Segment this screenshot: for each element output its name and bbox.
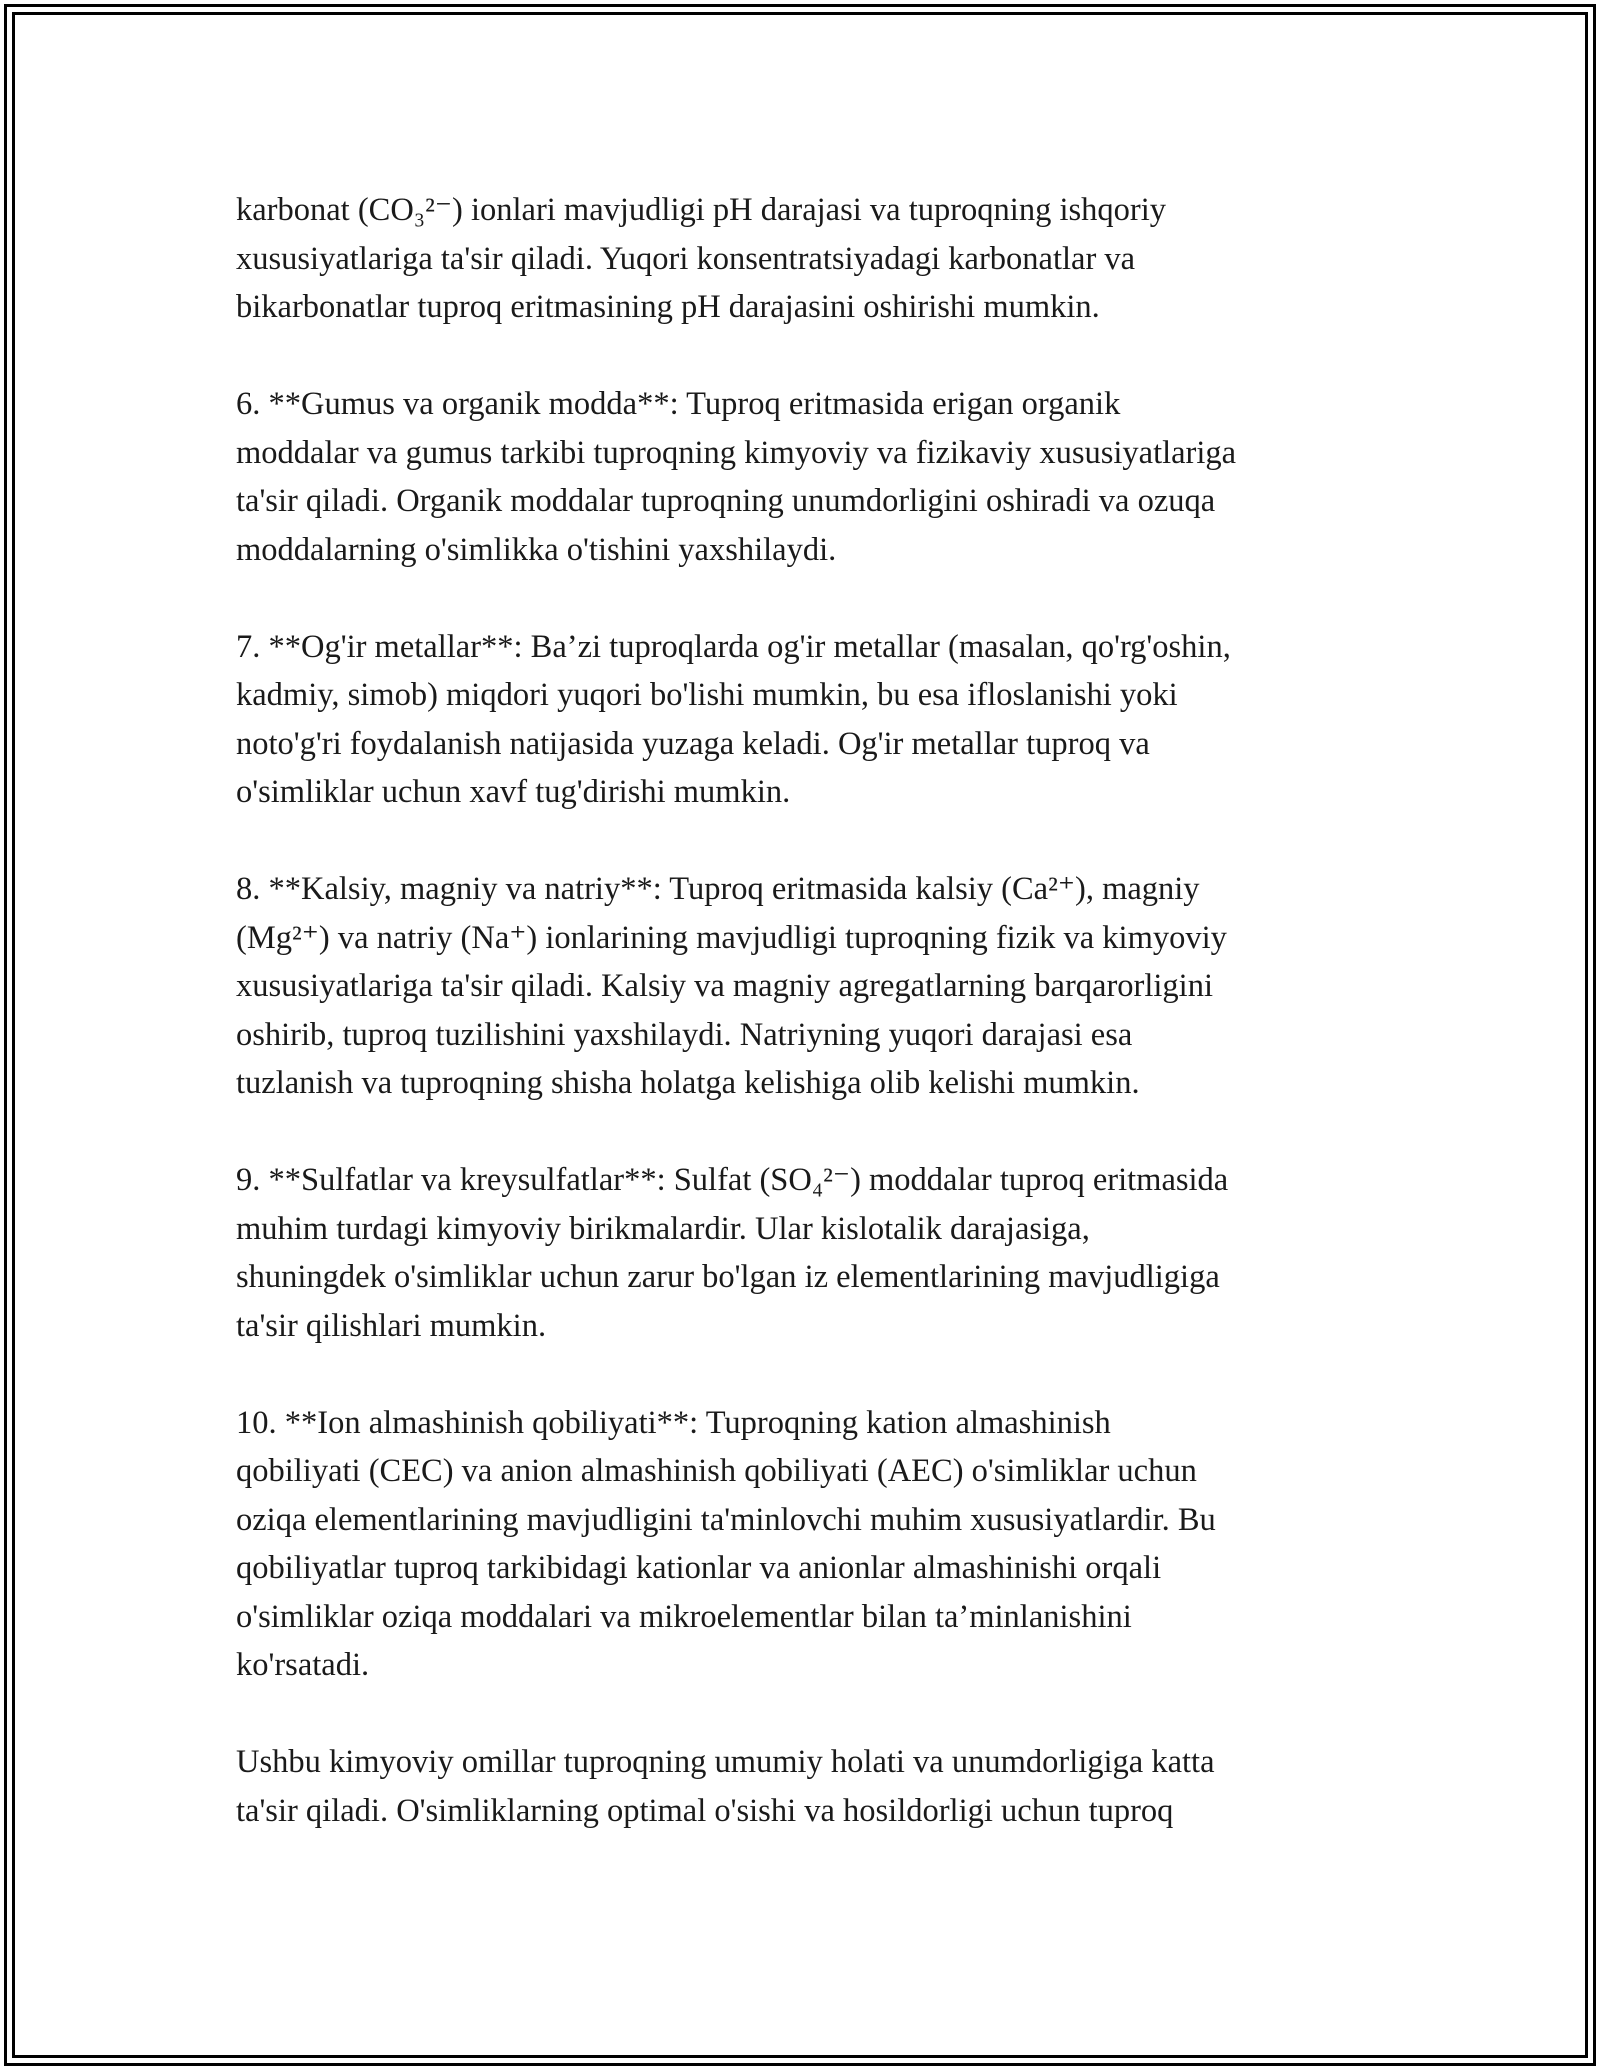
paragraph-heavy-metals: 7. **Og'ir metallar**: Ba’zi tuproqlarda og'ir metallar (masalan, qo'rg'oshin, kadmiy, simob) miqdori yuqori bo'lishi mumkin, bu esa ifloslanishi yoki noto'g'ri foydalanish natijasida yuzaga keladi. Og'ir metallar tuproq va o'simliklar uchun xavf tug'dirishi mumkin. — [236, 628, 1231, 810]
paragraph-conclusion: Ushbu kimyoviy omillar tuproqning umumiy holati va unumdorligiga katta ta'sir qiladi. O'simliklarning optimal o'sishi va hosildorligi uchun tuproq — [236, 1744, 1215, 1829]
paragraph-humus: 6. **Gumus va organik modda**: Tuproq eritmasida erigan organik moddalar va gumus tarkibi tuproqning kimyoviy va fizikaviy xususiyatlariga ta'sir qiladi. Organik moddalar tuproqning unumdorligini oshiradi va ozuqa moddalarning o'simlikka o'tishini yaxshilaydi. — [236, 386, 1237, 568]
paragraph-calcium-magnesium-sodium: 8. **Kalsiy, magniy va natriy**: Tuproq eritmasida kalsiy (Ca²⁺), magniy (Mg²⁺) va natriy (Na⁺) ionlarining mavjudligi tuproqning fizik va kimyoviy xususiyatlariga ta'sir qiladi. Kalsiy va magniy agregatlarning barqarorligini oshirib, tuproq tuzilishini yaxshilaydi. Natriyning yuqori darajasi esa tuzlanish va tuproqning shisha holatga kelishiga olib kelishi mumkin. — [236, 871, 1227, 1101]
document-body — [236, 186, 1376, 1835]
paragraph-sulfates: 9. **Sulfatlar va kreysulfatlar**: Sulfat (SO₄²⁻) moddalar tuproq eritmasida muhim turdagi kimyoviy birikmalardir. Ular kislotalik darajasiga, shuningdek o'simliklar uchun zarur bo'lgan iz elementlarining mavjudligiga ta'sir qilishlari mumkin. — [236, 1162, 1229, 1344]
paragraph-carbonates: karbonat (CO₃²⁻) ionlari mavjudligi pH darajasi va tuproqning ishqoriy xususiyatlariga ta'sir qiladi. Yuqori konsentratsiyadagi karbonatlar va bikarbonatlar tuproq eritmasining pH darajasini oshirishi mumkin. — [236, 192, 1166, 325]
paragraph-ion-exchange: 10. **Ion almashinish qobiliyati**: Tuproqning kation almashinish qobiliyati (CEC) va anion almashinish qobiliyati (AEC) o'simliklar uchun oziqa elementlarining mavjudligini ta'minlovchi muhim xususiyatlardir. Bu qobiliyatlar tuproq tarkibidagi kationlar va anionlar almashinishi orqali o'simliklar oziqa moddalari va mikroelementlar bilan ta’minlanishini ko'rsatadi. — [236, 1404, 1216, 1683]
